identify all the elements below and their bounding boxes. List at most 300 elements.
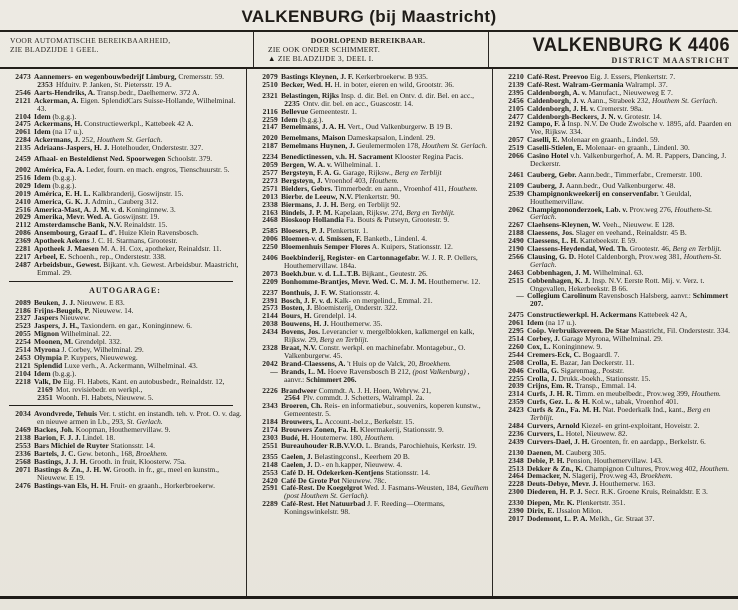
entry-name: Bergen, W. A. v. [281,160,333,170]
entry-name: Champignonkweekerij en conservenfabr. [527,188,659,198]
entry-name: Adriaans-Jaspers, H. J. [34,143,110,153]
directory-entry [254,243,489,251]
entry-place: Houthem St. Gerlach. [652,95,718,105]
entry-detail: Eig. Fl. Habets, Kant. en autobusbedr., Reinaldstr. 12, [63,376,225,386]
entry-name: Curfs, J. H. R. [527,389,574,399]
directory-entry [7,466,243,482]
entry-detail: Houthemerw. 163. [599,479,656,489]
entry-number: 2059 [262,160,278,170]
entry-detail: Cremersstr. 59. [178,72,224,81]
directory-column-2 [246,69,492,596]
entry-number: 2228 [508,479,524,489]
entry-number: 2104 [15,111,31,121]
entry-name: Myrona [34,345,60,355]
entry-detail: Molenaar en graanh., Lindel. 59. [561,135,660,145]
entry-name: Belastingen, Rijks [281,90,339,100]
entry-detail: Vroenhof 403, [324,175,368,185]
entry-name: Dodemont, L. P. A. [527,513,588,523]
directory-entry [500,171,735,179]
directory-entry [500,190,735,206]
entry-name: Caselli, E. [527,135,560,145]
entry-name: Coöp. Verbruiksvereen. De Star [527,326,630,336]
directory-entry [254,142,489,150]
entry-place: Houthem-St. Gerlach. [530,204,713,222]
directory-entry [7,410,243,426]
entry-name: Cauberg, Gebr. [527,169,577,179]
entry-number: 2395 [508,87,524,97]
entry-place: Houthem-St. Gerlach. [530,251,722,269]
entry-detail: IJssalon Milon. [556,506,603,516]
entry-detail: Pension, Houthemervillaw. 143. [566,455,663,465]
section-divider [9,281,233,282]
entry-number: 2464 [508,471,524,481]
entry-number: 2338 [262,199,278,209]
header-exchange-box [488,32,738,67]
entry-number: 2406 [262,253,278,263]
entry-name: Bierbr. de Leeuw, N.V. [281,191,353,201]
entry-name: Caelen, J. [281,459,313,469]
entry-number: 2066 [508,151,524,161]
entry-name: Claessens, L. H. [527,236,579,246]
entry-name: Cobbenhagen, K. J. [527,275,591,285]
entry-detail: Koninginnew. 9. [552,341,603,351]
entry-name: Crolla, J. [527,373,557,383]
entry-name: Becker, Wed. H. [281,79,333,89]
entry-number: 2169 [37,384,53,394]
entry-number: 2544 [508,349,524,359]
entry-number: 2260 [508,341,524,351]
entry-detail: Hfduitv. P. Janken, St. Pietersstr. 19 A. [56,79,172,89]
entry-name: Collegium Carolinum [527,291,597,301]
entry-detail: Bijkant. v.h. Gewest. Arbeidsbur. Maastricht, Emmal. 29. [37,259,239,277]
entry-name: Brand-Claessens, A. [281,358,346,368]
entry-detail: Bloemisterij, Onderstr. 322. [313,303,398,313]
entry-name: Crijns, Em. R. [527,381,574,391]
entry-name: Frijns-Beugels, P. [34,305,91,315]
entry-detail: Timm. en meubelbedr., Prov.weg 399, [575,389,690,399]
entry-name: Splendid [34,360,63,370]
entry-detail: Grendelpl. 14. [313,311,357,321]
entry-place: Houthem. [448,183,478,193]
directory-columns [0,69,738,599]
entry-name: Idem [34,111,51,121]
entry-name: Dekker & Zn., K. [527,463,584,473]
entry-detail: Huize Klein Ravensbosch. [118,228,199,238]
entry-number: 2490 [508,236,524,246]
directory-entry [7,144,243,152]
entry-number: 2461 [508,169,524,179]
entry-number: 2148 [262,459,278,469]
entry-name: Caselli-Stielen, E. [527,143,584,153]
entry-detail: W. J. R. P. Oellers, Houthemervillaw. 184a. [284,253,478,270]
entry-name: Bindels, J. P. M. [281,207,333,217]
entry-reference: Schimmert 207. [530,291,729,309]
district-label: DISTRICT MAASTRICHT [611,56,730,65]
entry-detail: Eig. J. Essers, Plenkertstr. 7. [589,72,676,81]
entry-name: Aannemers- en wegenbouwbedrijf Limburg, [34,72,177,81]
entry-number: 2463 [508,267,524,277]
entry-reference: Schimmert 206. [306,374,357,384]
entry-name: Café-Rest. De Koegelgrot [281,483,363,493]
entry-number: — [516,291,524,301]
entry-detail: Schoolstr. 379. [167,154,213,164]
entry-number: 2135 [15,143,31,153]
entry-name: Bovens, Jos. [281,327,320,337]
entry-detail: Cremerstr. 98a. [597,103,644,113]
entry-name: Debie, P. H. [527,455,565,465]
entry-place: Broekhem. [418,358,451,368]
directory-entry [254,278,489,286]
entry-detail: Nieuwew. 14. [92,305,134,315]
entry-name: Café-Rest. Het Natuurbad [281,499,366,509]
entry-detail: Stationsstr. 14. [110,441,156,451]
entry-detail: (b.g.g.). [52,172,77,182]
entry-name: Clausing, G. D. [527,251,576,261]
entry-number: 2351 [37,392,53,402]
entry-name: Boekbinderij, Register- en Cartonnagefabr. [281,253,420,263]
entry-name: Caldenborgh, J. v. [527,95,586,105]
entry-number: 2330 [508,498,524,508]
directory-entry [7,97,243,113]
entry-number: 2226 [262,385,278,395]
entry-number: 2303 [262,432,278,442]
entry-name: America-Mast, A. J. M. v. d. [34,204,125,214]
availability-line1: VOOR AUTOMATISCHE BEREIKBAARHEID, [10,36,171,45]
entry-detail: Woonh. Fl. Habets, Nieuwew. 5. [56,392,154,402]
directory-entry [7,394,243,402]
directory-entry [7,155,243,163]
entry-name: Ackermans, H. [34,119,83,129]
entry-detail: Kalk- en mergelind., Emmal. 21. [334,295,433,305]
entry-name: Budé, H. [281,432,310,442]
entry-number: 2121 [15,360,31,370]
entry-detail: Walrampl. 37. [625,79,668,89]
entry-detail: Aann., Strabeek 232, [587,95,651,105]
entry-detail: Garage, Rijksw., [342,167,393,177]
entry-number: 2002 [15,164,31,174]
entry-number: 2515 [508,275,524,285]
entry-number: 2105 [508,103,524,113]
entry-number: 2516 [15,172,31,182]
directory-entry [254,328,489,344]
entry-name: Diederen, H. P. J. [527,487,583,497]
entry-number: 2116 [262,106,278,116]
entry-number: 2267 [508,220,524,230]
entry-name: Avondvrede, Tehuis [34,409,98,419]
entry-number: 2013 [262,191,278,201]
entry-number: 2121 [15,95,31,105]
directory-entry [500,152,735,168]
directory-entry [254,484,489,500]
directory-entry [254,254,489,270]
entry-number: 2174 [262,425,278,435]
entry-name: América, Fa. A. [34,164,85,174]
directory-entry [500,515,735,523]
entry-number: 2434 [262,327,278,337]
entry-detail: Champignon Cultures, Prov.weg 402, [585,463,698,473]
exchange-code: VALKENBURG K 4406 [532,35,730,56]
entry-place: Broekhem. [640,471,673,481]
entry-number: 2039 [508,381,524,391]
entry-name: Café-Rest. Walram-Germania [527,79,624,89]
entry-name: Bastings, J. J. H. [34,456,88,466]
entry-number: 2514 [15,345,31,355]
entry-detail: Constr. werkpl. en machinefabr. Montagebur., O. Valkenburgerw. 45. [284,343,466,360]
entry-name: Bergsteyn, J. [281,175,323,185]
entry-place: Berg en Terblijt. [319,335,369,345]
entry-number: 2420 [262,475,278,485]
entry-number: 2217 [15,251,31,261]
entry-detail: L. Brands, Parochiehuis, Kerkstr. 19. [365,440,477,450]
entry-name: América, E. H. L. [34,188,91,198]
entry-detail: Commdt. A. J. H. Hoen, Wehryw. 21, [318,385,432,395]
entry-number: 2163 [262,207,278,217]
entry-detail: Bazar, Jan Deckerstr. 11. [559,357,635,367]
entry-name: Crolla, G. [527,365,559,375]
entry-name: Beuken, J. J. [34,297,76,307]
entry-detail: Grooth. in fruit, Kloosterw. 75a. [89,456,187,466]
entry-detail: (b.g.g.). [52,180,77,190]
entry-detail: Maastricht, Fil. Onderstestr. 334. [631,326,730,336]
entry-number: 2546 [15,87,31,97]
entry-number: 2553 [262,467,278,477]
entry-detail: Hotel, Nieuwew. 82. [565,428,628,438]
entry-detail: Reinaldstr. 15. [123,220,168,230]
entry-number: 2475 [508,310,524,320]
entry-detail: Goswijnstr. 19. [113,212,160,222]
entry-name: Curvers, L. [527,428,564,438]
entry-name: Arbeidsbur., Gewest. [34,259,102,269]
entry-detail: Dameskapsalon, Lindenl. 29. [347,133,436,143]
entry-detail: Lindel. 18. [82,433,116,443]
entry-name: Idem [34,127,51,137]
entry-number: 2086 [15,228,31,238]
entry-number: 2250 [262,242,278,252]
entry-name: Diepen, Mr. K. [527,498,575,508]
directory-entry [7,261,243,277]
entry-number: 2568 [15,456,31,466]
entry-name: Cremers-Eck, C. [527,349,581,359]
header-continuous-note [253,32,488,67]
entry-name: Bours, H. [281,311,312,321]
entry-number: 2439 [508,436,524,446]
entry-detail: Kerkerbroekerw. B 935. [355,72,428,81]
entry-detail: D.- en h.kapper, Nieuwew. 4. [314,459,403,469]
directory-entry [500,406,735,422]
entry-number: 2577 [262,167,278,177]
entry-detail: Insp. N.V. Eerste Rott. Mij. v. Verz. t. Ongevallen, Hekerbeekstr. B 66. [530,275,705,293]
entry-number: 2510 [262,79,278,89]
entry-number: 2218 [15,376,31,386]
entry-number: 2071 [15,464,31,474]
entry-number: 2109 [508,180,524,190]
entry-name: Valk, De [34,376,62,386]
entry-number: 2062 [508,204,524,214]
entry-number: 2190 [508,244,524,254]
entry-detail: Bijkant., Geutestr. 26. [361,268,428,278]
entry-number: 2034 [15,409,31,419]
entry-number: 2144 [262,311,278,321]
entry-name: Ackerman, A. [34,95,79,105]
entry-number: 2476 [15,480,31,490]
entry-number: 2469 [15,425,31,435]
directory-entry [254,81,489,89]
entry-number: 2187 [262,141,278,151]
entry-number: 2192 [508,119,524,129]
entry-name: Apotheek Aekens [34,236,90,246]
entry-name: Broeren, Ch. [281,401,323,411]
entry-number: 2112 [15,220,31,230]
entry-number: 2284 [15,135,31,145]
entry-detail: Gew. betonh., 168, [77,448,134,458]
entry-detail: J. F. Reeding—Otermans, Koningswinkelstr. 98. [284,499,445,517]
entry-number: 2055 [15,329,31,339]
entry-number: 2487 [15,259,31,269]
directory-entry [254,500,489,516]
entry-number: 2273 [262,175,278,185]
entry-name: Cox, L. [527,341,551,351]
entry-detail: Kalkbranderij, Goswijnstr. 15. [92,188,184,198]
entry-number: 2484 [508,420,524,430]
entry-detail: Houtemerw. 180, [311,432,363,442]
entry-number: 2079 [262,72,278,81]
entry-detail: Transp., Emmal. 14. [575,381,637,391]
entry-detail: Plenkertstr. 1. [326,226,369,236]
section-heading: AUTOGARAGE: [89,285,161,295]
entry-place: Houthem. [364,432,395,442]
entry-number: 2019 [15,188,31,198]
entry-number: 2359 [508,397,524,407]
entry-detail: Fruit- en graanh., Horkerbroekerw. [110,480,215,490]
entry-number: 2237 [262,287,278,297]
entry-number: 2477 [508,111,524,121]
entry-detail: Eigen. SplendidCars Suisse-Hollande, Wilhelminal. 43. [37,95,236,113]
entry-detail: Vert., Oud Valkenburgerw. B 19 B. [347,122,453,132]
directory-entry [254,216,489,224]
entry-detail: Transp.bedr., Daelhemerw. 372 A. [96,87,200,97]
entry-name: Boekh.bur. v. d. L.L.T.B. [281,268,360,278]
directory-entry [7,482,243,490]
entry-name: Caldenborgh, J. H. v. [527,103,596,113]
entry-detail: Wilhelminal. 63. [593,267,644,277]
entry-name: Jaspers, J. H., [34,321,79,331]
entry-detail: Veeh., Nieuwew. E 128. [602,220,675,230]
entry-number: 2254 [15,337,31,347]
entry-name: America, G. K. J. [34,196,91,206]
entry-number: 2259 [262,114,278,124]
entry-name: Bosten, J. [281,303,313,313]
entry-number: 2210 [508,72,524,81]
entry-detail: Prov.weg 276, [629,204,673,214]
entry-detail: Account.-bel.z., Berkelstr. 15. [324,417,415,427]
entry-number: 2314 [508,389,524,399]
entry-detail: Admin., Cauberg 312. [91,196,159,206]
entry-name: Olympia [34,353,62,362]
entry-number: 2184 [262,417,278,427]
directory-entry [254,368,489,384]
entry-number: 2343 [262,401,278,411]
entry-detail: 252, [81,135,96,145]
entry-place: Berg en Terblijt. [530,405,711,423]
entry-number: 2236 [508,428,524,438]
entry-detail: Hoeve Ravensbosch B 212, [327,366,411,376]
directory-entry [500,120,735,136]
entry-detail: (na 17 u.). [52,127,84,137]
entry-name: Bureauhouder R.B.V.V.O. [281,440,364,450]
entry-detail: Sigarenmag., Poststr. [560,365,624,375]
entry-number: 2573 [262,303,278,313]
entry-name: Bellevue [281,106,309,116]
entry-detail: Klooster Regina Pacis. [394,152,464,162]
entry-number: 2514 [508,334,524,343]
entry-number: 2073 [262,268,278,278]
entry-name: Arbeel, E. [34,251,67,261]
entry-name: Corbey, J. [527,334,560,343]
entry-detail: Constructiewerkpl., Kattebeek 42 A. [84,119,194,129]
entry-name: Bonhomme-Brantjes, Mevr. Wed. C. M. J. M. [281,276,427,286]
entry-detail: Wed. J. Fasmans-Weusten, 184, [364,483,460,493]
directory-entry [500,206,735,222]
entry-name: Idem [281,114,298,124]
entry-detail: Hotel Caldenborgh, Prov.weg 381, [577,251,682,261]
entry-detail: Reis- en informatiebur., souvenirs, koperen kunstw., Gemeentestr. 5. [284,401,481,419]
entry-name: Bastings Kleynen, J. F. [281,72,354,81]
entry-name: Idem [34,172,51,182]
entry-detail: Nieuwew. E 83. [76,297,125,307]
entry-detail: Insp. d. dir. Bel. en Ontv. d. dir. Bel. en acc., [340,90,475,100]
entry-detail: Gemeentestr. 1. [309,106,357,116]
entry-name: Bloemen-v. d. Smissen, F. [281,234,362,244]
entry-number: 2327 [15,313,31,323]
directory-entry [500,277,735,293]
entry-number: 2209 [262,276,278,286]
entry-name: Brouwers, L. [281,417,323,427]
entry-number: 2391 [262,295,278,305]
directory-column-3 [492,69,738,596]
entry-detail: Insp. N.V. De Oude Zwolsche v. 1895, afd. Paarden en Vee, Rijksw. 334. [530,119,732,137]
entry-number: 2336 [15,448,31,458]
entry-name: Curvers-Dael, J. H. [527,436,590,446]
directory-entry [254,344,489,360]
entry-number: 2300 [508,487,524,497]
entry-detail: Melkh., Gr. Straat 37. [589,513,655,523]
entry-number: 2508 [508,357,524,367]
entry-detail: Bogaardl. 7. [582,349,620,359]
entry-name: Caelen, J. [281,451,313,461]
entry-name: Café-Rest. Preevoo [527,72,589,81]
entry-detail: P. Kuypers, Nieuweweg. [63,353,138,362]
entry-detail: Schoenh., rep., Onderstestr. 338. [68,251,166,261]
entry-place: Geulhem (post Houthem St. Gerlach). [284,483,489,501]
entry-number: 2104 [15,368,31,378]
entry-detail: Fa. Bouts & Putseyn, Grootestr. 9. [346,215,450,225]
entry-name: Ackermans, J. [34,135,81,145]
entry-name: Moonen, M. [34,337,73,347]
entry-number: 2186 [15,305,31,315]
continuous-title: DOORLOPEND BEREIKBAAR. [310,36,426,45]
entry-detail: Ontv. dir. bel. en acc., Guascostr. 14. [303,98,414,108]
entry-name: Champignononderzoek, Lab. v. [527,204,628,214]
entry-detail: Kattebeek 42 A, [638,310,687,320]
entry-detail: J. Corbey, Wilhelminal. 29. [61,345,144,355]
entry-number: 2459 [15,154,31,164]
entry-place: Houthem. [699,463,730,473]
entry-detail: Banketb., Lindenl. 4. [363,234,427,244]
entry-detail: Leverancier v. mergelblokken, kalkmergel en kalk, Rijksw. 29, [284,327,475,345]
entry-name: Bonthuis, J. F. W. [281,287,338,297]
entry-detail: Plenkertstr. 351. [576,498,626,508]
entry-detail: v.h. Valkenburgerhof, A. M. R. Pappers, Dancing, J. Deckerstr. [530,151,727,168]
